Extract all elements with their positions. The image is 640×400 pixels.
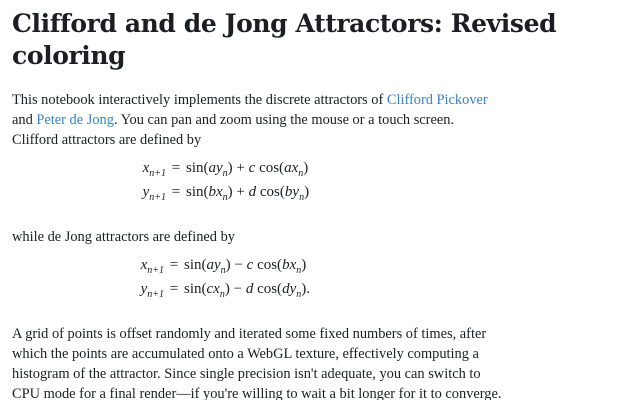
page-title — [12, 8, 572, 72]
intro-line-1 — [12, 90, 488, 110]
closing-line-4: CPU mode for a final render—if you're willing to wait a bit longer for it to converge. — [12, 386, 502, 400]
dejong-y-equation: $y_{n+1}$ = $\sin(cx_n) - d$ $\cos(dy_n)$. — [140, 281, 310, 300]
intro-line-3: Clifford attractors are defined by — [12, 132, 202, 148]
clifford-x-equation: $x_{n+1}$ = $\sin(ay_n) + c$ $\cos(ax_n)$ — [142, 160, 309, 179]
closing-line-1: A grid of points is offset randomly and iterated some fixed numbers of times, after — [12, 326, 487, 342]
clifford-pickover-link[interactable]: Clifford Pickover — [386, 92, 488, 108]
intro-text-1: This notebook interactively implements the discrete attractors of — [12, 92, 387, 108]
intro-line-2 — [12, 110, 488, 130]
peter-de-jong-link[interactable]: Peter de Jong — [36, 112, 114, 128]
between-text: while de Jong attractors are defined by — [12, 229, 235, 245]
intro-paragraph — [12, 90, 488, 150]
closing-line-3: histogram of the attractor. Since single precision isn't adequate, you can switch to — [12, 366, 481, 382]
intro-and: and — [12, 112, 37, 128]
clifford-equations — [128, 160, 309, 208]
page-title-line-2: coloring — [12, 41, 126, 70]
closing-line-2: which the points are accumulated onto a WebGL texture, effectively computing a — [12, 346, 479, 362]
intro-text-2: . You can pan and zoom using the mouse or a touch screen. — [113, 112, 455, 128]
dejong-equations — [126, 257, 310, 305]
clifford-y-equation: $y_{n+1}$ = $\sin(bx_n) + d$ $\cos(by_n)$ — [142, 184, 310, 203]
dejong-x-equation: $x_{n+1}$ = $\sin(ay_n) - c$ $\cos(bx_n)$ — [140, 257, 307, 276]
page-title-line-1: Clifford and de Jong Attractors: Revised — [12, 9, 557, 38]
closing-paragraph — [12, 324, 502, 400]
between-paragraph — [12, 227, 235, 247]
